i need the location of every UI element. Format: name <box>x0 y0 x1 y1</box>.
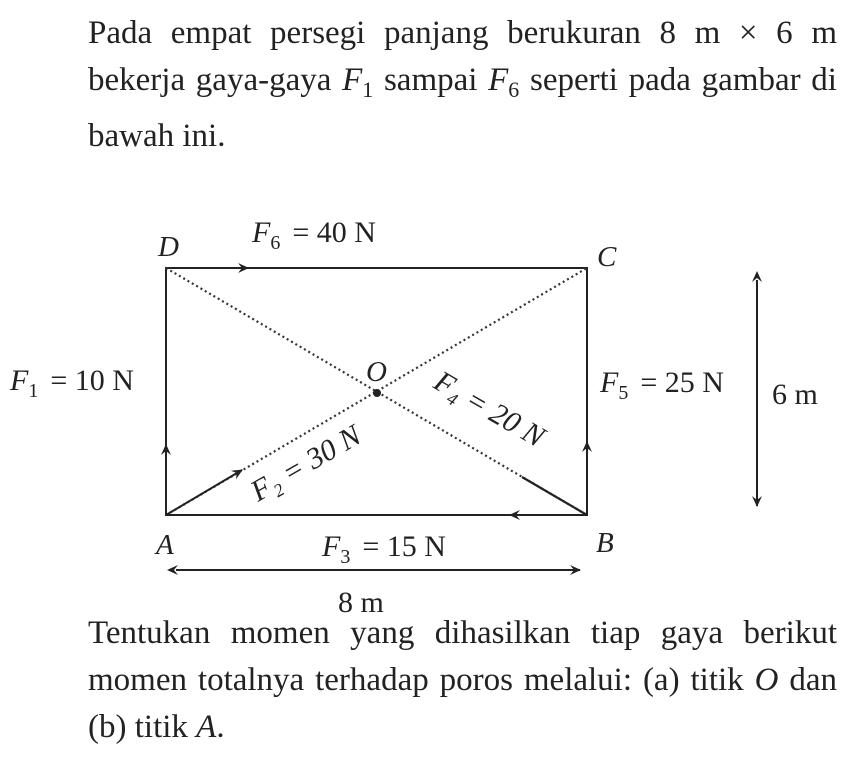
f5-label <box>599 366 724 404</box>
f1-label-value: = 10 N <box>50 364 134 397</box>
intro-text-3: seperti pada gambar di bawah ini. <box>88 62 846 154</box>
f1-label-symbol: F <box>10 364 29 397</box>
intro-text-2: sampai <box>373 62 489 98</box>
f3-label-value: = 15 N <box>362 530 446 563</box>
point-o-label: O <box>366 356 387 388</box>
f2-label: F₂ = 30 N <box>245 418 367 509</box>
point-d-label: D <box>158 231 179 263</box>
point-c-label: C <box>597 241 617 273</box>
point-o-reference: O <box>754 662 779 698</box>
f6-subscript: 6 <box>508 77 520 102</box>
f1-symbol: F <box>342 62 363 98</box>
f1-label <box>9 364 134 402</box>
intro-text-1: Pada empat persegi panjang berukuran 8 m × 6 m bekerja gaya-gaya <box>88 15 846 98</box>
f1-label-subscript: 1 <box>28 380 39 402</box>
height-dimension-label: 6 m <box>772 378 818 411</box>
f5-label-subscript: 5 <box>618 382 629 404</box>
point-o-dot <box>373 389 381 397</box>
f6-label-value: = 40 N <box>292 216 376 249</box>
point-b-label: B <box>596 527 614 559</box>
f6-symbol: F <box>488 62 509 98</box>
f5-label-value: = 25 N <box>640 366 724 399</box>
f5-label-symbol: F <box>600 366 619 399</box>
f2-arrow <box>166 470 242 515</box>
f1-subscript: 1 <box>362 77 374 102</box>
question-text-1: Tentukan momen yang dihasilkan tiap gaya berikut momen totalnya terhadap poros melalui: (a) titik <box>88 615 846 698</box>
f3-label-symbol: F <box>322 530 341 563</box>
f6-label-subscript: 6 <box>270 232 281 254</box>
f3-label <box>321 530 446 568</box>
f6-label-symbol: F <box>252 216 271 249</box>
point-a-label: A <box>156 529 174 561</box>
f4-label: F₄ = 20 N <box>428 364 551 454</box>
question-text-2: dan (b) titik <box>88 662 846 745</box>
f3-label-subscript: 3 <box>340 546 351 568</box>
point-a-reference: A <box>196 709 217 745</box>
question-text-3: . <box>216 709 225 745</box>
f6-label <box>251 216 376 254</box>
question-paragraph <box>88 610 846 751</box>
width-dimension-label: 8 m <box>338 586 384 619</box>
f4-arrow <box>522 477 587 515</box>
